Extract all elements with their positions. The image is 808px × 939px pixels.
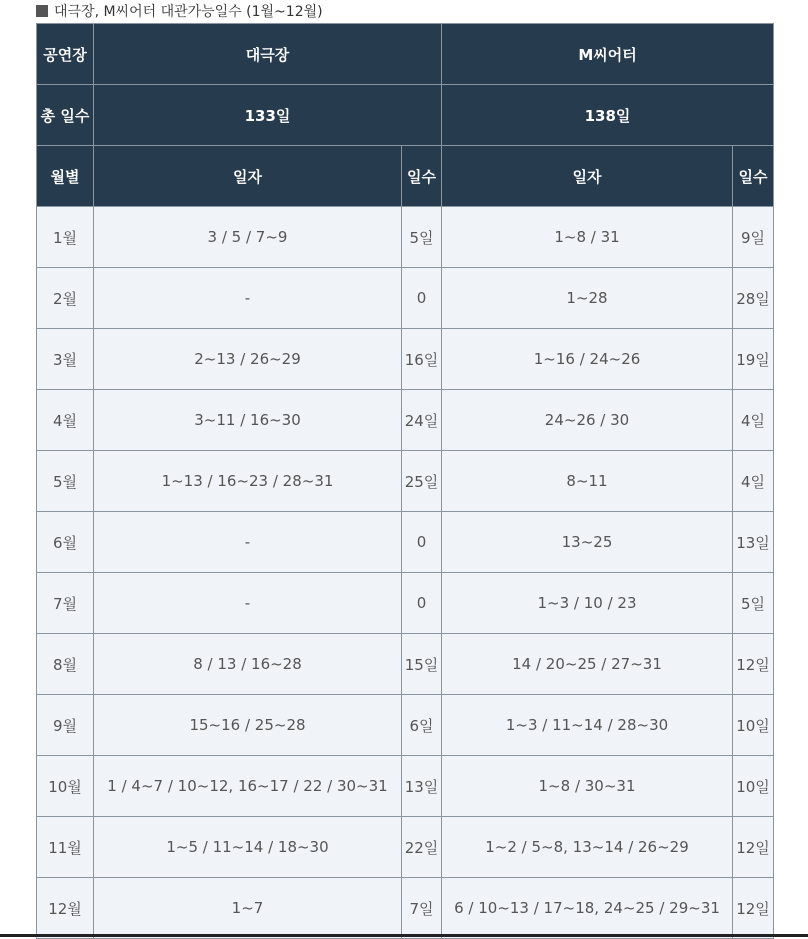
rental-availability-table bbox=[36, 23, 774, 939]
main-hall-days-cell: 24일 bbox=[402, 390, 442, 451]
m-theater-days-cell: 9일 bbox=[733, 207, 774, 268]
month-cell: 10월 bbox=[37, 756, 94, 817]
table-row bbox=[37, 695, 774, 756]
main-hall-days-cell: 7일 bbox=[402, 878, 442, 939]
month-cell: 3월 bbox=[37, 329, 94, 390]
main-hall-dates-cell: 8 / 13 / 16~28 bbox=[94, 634, 402, 695]
header-total-m-theater: 138일 bbox=[442, 85, 774, 146]
table-row bbox=[37, 451, 774, 512]
main-hall-dates-cell: - bbox=[94, 268, 402, 329]
main-hall-days-cell: 16일 bbox=[402, 329, 442, 390]
month-cell: 2월 bbox=[37, 268, 94, 329]
main-hall-days-cell: 13일 bbox=[402, 756, 442, 817]
main-hall-days-cell: 25일 bbox=[402, 451, 442, 512]
m-theater-dates-cell: 1~28 bbox=[442, 268, 733, 329]
main-hall-dates-cell: 1~5 / 11~14 / 18~30 bbox=[94, 817, 402, 878]
m-theater-dates-cell: 1~3 / 11~14 / 28~30 bbox=[442, 695, 733, 756]
month-cell: 9월 bbox=[37, 695, 94, 756]
month-cell: 6월 bbox=[37, 512, 94, 573]
header-venue-main-hall: 대극장 bbox=[94, 24, 442, 85]
m-theater-dates-cell: 6 / 10~13 / 17~18, 24~25 / 29~31 bbox=[442, 878, 733, 939]
main-hall-dates-cell: 3~11 / 16~30 bbox=[94, 390, 402, 451]
m-theater-dates-cell: 24~26 / 30 bbox=[442, 390, 733, 451]
table-row bbox=[37, 329, 774, 390]
month-cell: 4월 bbox=[37, 390, 94, 451]
m-theater-days-cell: 4일 bbox=[733, 451, 774, 512]
m-theater-dates-cell: 1~8 / 31 bbox=[442, 207, 733, 268]
table-row bbox=[37, 817, 774, 878]
m-theater-days-cell: 12일 bbox=[733, 817, 774, 878]
header-venue-m-theater: M씨어터 bbox=[442, 24, 774, 85]
main-hall-days-cell: 6일 bbox=[402, 695, 442, 756]
header-days-main-hall: 일수 bbox=[402, 146, 442, 207]
month-cell: 7월 bbox=[37, 573, 94, 634]
header-row-venue bbox=[37, 24, 774, 85]
header-row-total bbox=[37, 85, 774, 146]
main-hall-dates-cell: 1 / 4~7 / 10~12, 16~17 / 22 / 30~31 bbox=[94, 756, 402, 817]
main-hall-days-cell: 15일 bbox=[402, 634, 442, 695]
m-theater-days-cell: 28일 bbox=[733, 268, 774, 329]
m-theater-days-cell: 12일 bbox=[733, 878, 774, 939]
header-month-label: 월별 bbox=[37, 146, 94, 207]
m-theater-days-cell: 4일 bbox=[733, 390, 774, 451]
header-total-main-hall: 133일 bbox=[94, 85, 442, 146]
header-row-columns bbox=[37, 146, 774, 207]
main-hall-dates-cell: 15~16 / 25~28 bbox=[94, 695, 402, 756]
header-total-label: 총 일수 bbox=[37, 85, 94, 146]
month-cell: 12월 bbox=[37, 878, 94, 939]
header-days-m-theater: 일수 bbox=[733, 146, 774, 207]
month-cell: 8월 bbox=[37, 634, 94, 695]
m-theater-dates-cell: 1~2 / 5~8, 13~14 / 26~29 bbox=[442, 817, 733, 878]
m-theater-dates-cell: 13~25 bbox=[442, 512, 733, 573]
table-row bbox=[37, 512, 774, 573]
header-venue-label: 공연장 bbox=[37, 24, 94, 85]
main-hall-dates-cell: 2~13 / 26~29 bbox=[94, 329, 402, 390]
m-theater-days-cell: 10일 bbox=[733, 695, 774, 756]
m-theater-dates-cell: 14 / 20~25 / 27~31 bbox=[442, 634, 733, 695]
main-hall-days-cell: 22일 bbox=[402, 817, 442, 878]
m-theater-days-cell: 19일 bbox=[733, 329, 774, 390]
m-theater-days-cell: 10일 bbox=[733, 756, 774, 817]
main-hall-dates-cell: 3 / 5 / 7~9 bbox=[94, 207, 402, 268]
m-theater-dates-cell: 1~8 / 30~31 bbox=[442, 756, 733, 817]
main-hall-dates-cell: - bbox=[94, 573, 402, 634]
main-hall-days-cell: 0 bbox=[402, 573, 442, 634]
table-row bbox=[37, 756, 774, 817]
m-theater-days-cell: 5일 bbox=[733, 573, 774, 634]
main-hall-dates-cell: 1~13 / 16~23 / 28~31 bbox=[94, 451, 402, 512]
caption-text: 대극장, M씨어터 대관가능일수 (1월~12월) bbox=[54, 4, 323, 20]
table-row bbox=[37, 207, 774, 268]
table-row bbox=[37, 878, 774, 939]
m-theater-days-cell: 12일 bbox=[733, 634, 774, 695]
month-cell: 5월 bbox=[37, 451, 94, 512]
square-bullet-icon bbox=[36, 5, 48, 17]
table-row bbox=[37, 573, 774, 634]
table-row bbox=[37, 634, 774, 695]
main-hall-days-cell: 5일 bbox=[402, 207, 442, 268]
m-theater-dates-cell: 1~3 / 10 / 23 bbox=[442, 573, 733, 634]
m-theater-dates-cell: 8~11 bbox=[442, 451, 733, 512]
m-theater-days-cell: 13일 bbox=[733, 512, 774, 573]
main-hall-days-cell: 0 bbox=[402, 512, 442, 573]
main-hall-days-cell: 0 bbox=[402, 268, 442, 329]
header-dates-main-hall: 일자 bbox=[94, 146, 402, 207]
main-hall-dates-cell: - bbox=[94, 512, 402, 573]
main-hall-dates-cell: 1~7 bbox=[94, 878, 402, 939]
header-dates-m-theater: 일자 bbox=[442, 146, 733, 207]
month-cell: 11월 bbox=[37, 817, 94, 878]
month-cell: 1월 bbox=[37, 207, 94, 268]
table-row bbox=[37, 268, 774, 329]
table-row bbox=[37, 390, 774, 451]
table-caption bbox=[36, 2, 323, 22]
m-theater-dates-cell: 1~16 / 24~26 bbox=[442, 329, 733, 390]
